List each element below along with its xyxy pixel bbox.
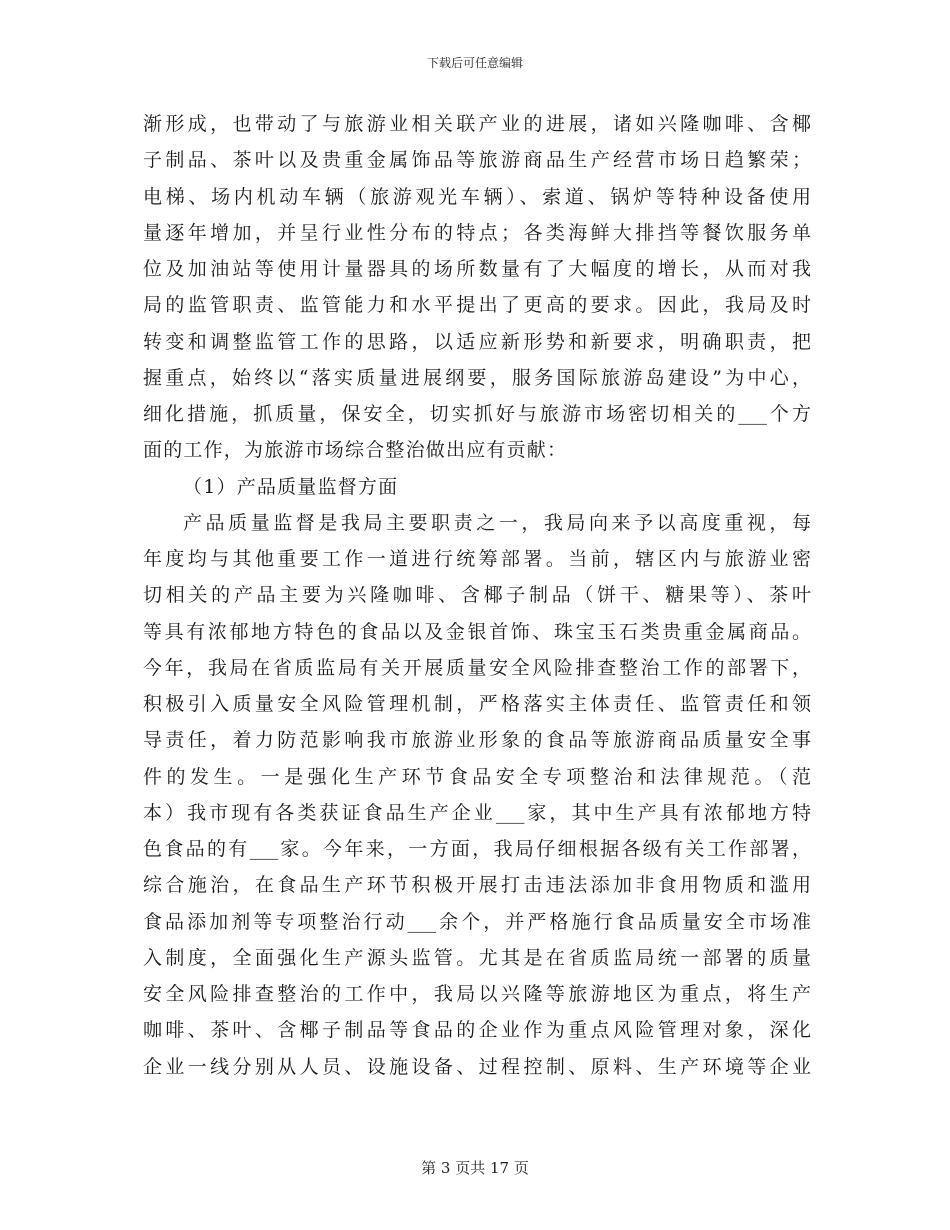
body-line: 位及加油站等使用计量器具的场所数量有了大幅度的增长，从而对我 [143, 258, 811, 280]
body-line: 积极引入质量安全风险管理机制，严格落实主体责任、监管责任和领 [143, 693, 811, 715]
body-line: 食品添加剂等专项整治行动___余个，并严格施行食品质量安全市场准 [143, 910, 811, 933]
body-line: 入制度，全面强化生产源头监管。尤其是在省质监局统一部署的质量 [143, 946, 811, 969]
body-line: 本）我市现有各类获证食品生产企业___家，其中生产具有浓郁地方特 [143, 801, 811, 824]
body-line: 转变和调整监管工作的思路，以适应新形势和新要求，明确职责，把 [143, 330, 811, 353]
body-line: 年度均与其他重要工作一道进行统筹部署。当前，辖区内与旅游业密 [143, 548, 811, 570]
page-footer: 第 3 页共 17 页 [421, 1159, 529, 1177]
document-body [143, 106, 811, 1085]
body-line: 今年，我局在省质监局有关开展质量安全风险排查整治工作的部署下， [143, 656, 811, 679]
body-line: 安全风险排查整治的工作中，我局以兴隆等旅游地区为重点，将生产 [143, 983, 811, 1005]
body-line: 局的监管职责、监管能力和水平提出了更高的要求。因此，我局及时 [143, 294, 811, 317]
body-line: 切相关的产品主要为兴隆咖啡、含椰子制品（饼干、糖果等）、茶叶 [143, 584, 811, 607]
body-line: 量逐年增加，并呈行业性分布的特点；各类海鲜大排挡等餐饮服务单 [143, 221, 811, 244]
body-line: 子制品、茶叶以及贵重金属饰品等旅游商品生产经营市场日趋繁荣； [143, 149, 811, 172]
body-line: 握重点，始终以“落实质量进展纲要，服务国际旅游岛建设”为中心， [143, 366, 811, 389]
body-line: 色食品的有___家。今年来，一方面，我局仔细根据各级有关工作部署， [143, 838, 811, 860]
section-heading: （1）产品质量监督方面 [183, 475, 399, 498]
body-line: 企业一线分别从人员、设施设备、过程控制、原料、生产环境等企业 [143, 1055, 811, 1078]
body-line: 咖啡、茶叶、含椰子制品等食品的企业作为重点风险管理对象，深化 [143, 1019, 811, 1042]
body-line: 综合施治，在食品生产环节积极开展打击违法添加非食用物质和滥用 [143, 874, 811, 897]
body-line: 产品质量监督是我局主要职责之一，我局向来予以高度重视，每 [183, 511, 811, 534]
body-line: 电梯、场内机动车辆（旅游观光车辆）、索道、锅炉等特种设备使用 [143, 185, 811, 208]
page-header: 下载后可任意编辑 [426, 56, 523, 70]
body-line: 导责任，着力防范影响我市旅游业形象的食品等旅游商品质量安全事 [143, 729, 811, 752]
body-line: 渐形成，也带动了与旅游业相关联产业的进展，诸如兴隆咖啡、含椰 [143, 113, 811, 135]
body-line: 件的发生。一是强化生产环节食品安全专项整治和法律规范。（范 [143, 765, 811, 788]
body-line: 面的工作，为旅游市场综合整治做出应有贡献： [143, 439, 568, 462]
body-line: 等具有浓郁地方特色的食品以及金银首饰、珠宝玉石类贵重金属商品。 [143, 620, 811, 643]
body-line: 细化措施，抓质量，保安全，切实抓好与旅游市场密切相关的___个方 [143, 403, 811, 425]
